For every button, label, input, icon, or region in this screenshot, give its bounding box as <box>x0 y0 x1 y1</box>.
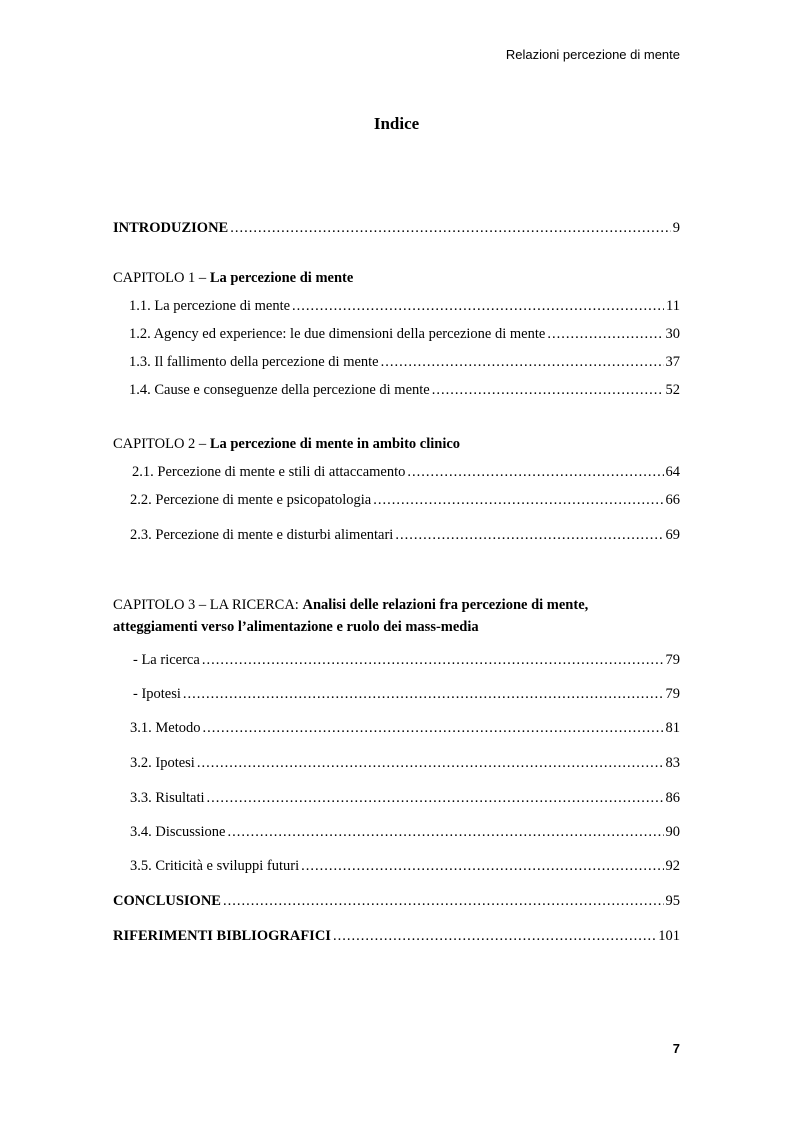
page-number: 7 <box>672 1041 680 1056</box>
dot-leader <box>183 685 664 703</box>
toc-entry-label: INTRODUZIONE <box>113 220 229 236</box>
toc-entry-page: 101 <box>658 928 680 944</box>
dot-leader <box>381 353 664 371</box>
dot-leader <box>197 754 664 772</box>
toc-entry-3-3[interactable] <box>130 789 680 807</box>
dot-leader <box>407 463 663 481</box>
toc-entry-page: 9 <box>672 220 680 236</box>
toc-entry-label: 3.4. Discussione <box>130 824 226 840</box>
chapter-2-heading <box>113 435 680 453</box>
toc-entry-3-1[interactable] <box>130 719 680 737</box>
chapter-1-heading <box>113 269 680 287</box>
toc-entry-label: 3.1. Metodo <box>130 720 201 736</box>
dot-leader <box>202 651 664 669</box>
toc-entry-2-2[interactable] <box>130 491 680 509</box>
toc-entry-label: CONCLUSIONE <box>113 893 221 909</box>
toc-entry-introduzione[interactable] <box>113 219 680 237</box>
toc-entry-label: 3.3. Risultati <box>130 790 205 806</box>
dot-leader <box>223 892 664 910</box>
dot-leader <box>202 719 663 737</box>
toc-entry-page: 86 <box>665 790 680 806</box>
toc-entry-label: 1.2. Agency ed experience: le due dimensioni della percezione di mente <box>129 326 546 342</box>
toc-entry-page: 69 <box>665 527 680 543</box>
toc-entry-page: 79 <box>665 686 680 702</box>
dot-leader <box>373 491 663 509</box>
dot-leader <box>292 297 664 315</box>
toc-entry-page: 64 <box>665 464 680 480</box>
chapter-3-heading <box>113 596 680 614</box>
running-header: Relazioni percezione di mente <box>505 47 680 62</box>
toc-entry-riferimenti[interactable] <box>113 927 680 945</box>
dot-leader <box>301 857 663 875</box>
page-title: Indice <box>373 114 420 133</box>
chapter-2-title: La percezione di mente in ambito clinico <box>209 436 461 452</box>
toc-entry-ipotesi[interactable] <box>133 685 680 703</box>
chapter-2-prefix: CAPITOLO 2 – <box>113 436 210 452</box>
toc-entry-page: 66 <box>665 492 680 508</box>
toc-entry-1-2[interactable] <box>129 325 680 343</box>
toc-entry-label: 2.3. Percezione di mente e disturbi alimentari <box>130 527 394 543</box>
toc-entry-page: 30 <box>665 326 680 342</box>
toc-entry-1-1[interactable] <box>129 297 680 315</box>
toc-entry-label: - La ricerca <box>133 652 200 668</box>
toc-entry-page: 52 <box>665 382 680 398</box>
toc-entry-label: 1.1. La percezione di mente <box>129 298 291 314</box>
toc-entry-page: 79 <box>665 652 680 668</box>
toc-entry-page: 11 <box>666 298 680 314</box>
toc-entry-page: 92 <box>665 858 680 874</box>
toc-entry-page: 81 <box>665 720 680 736</box>
chapter-3-title-line2: atteggiamenti verso l’alimentazione e ruolo dei mass-media <box>113 619 479 635</box>
toc-entry-label: RIFERIMENTI BIBLIOGRAFICI <box>113 928 331 944</box>
chapter-3-title-line1: Analisi delle relazioni fra percezione di mente, <box>302 597 589 613</box>
toc-entry-3-2[interactable] <box>130 754 680 772</box>
toc-entry-2-1[interactable] <box>132 463 680 481</box>
toc-entry-conclusione[interactable] <box>113 892 680 910</box>
toc-entry-page: 37 <box>665 354 680 370</box>
toc-entry-la-ricerca[interactable] <box>133 651 680 669</box>
toc-entry-3-5[interactable] <box>130 857 680 875</box>
toc-entry-1-3[interactable] <box>129 353 680 371</box>
toc-entry-label: 3.2. Ipotesi <box>130 755 195 771</box>
toc-entry-label: 3.5. Criticità e sviluppi futuri <box>130 858 300 874</box>
toc-entry-label: 2.1. Percezione di mente e stili di attaccamento <box>132 464 406 480</box>
chapter-1-prefix: CAPITOLO 1 – <box>113 270 210 286</box>
toc-entry-label: - Ipotesi <box>133 686 181 702</box>
dot-leader <box>432 381 664 399</box>
dot-leader <box>395 526 663 544</box>
dot-leader <box>227 823 663 841</box>
toc-entry-label: 1.3. Il fallimento della percezione di mente <box>129 354 379 370</box>
toc-entry-2-3[interactable] <box>130 526 680 544</box>
chapter-3-heading-line2 <box>113 618 680 636</box>
toc-entry-3-4[interactable] <box>130 823 680 841</box>
toc-entry-1-4[interactable] <box>129 381 680 399</box>
dot-leader <box>333 927 656 945</box>
toc-entry-page: 90 <box>665 824 680 840</box>
toc-entry-label: 1.4. Cause e conseguenze della percezione di mente <box>129 382 430 398</box>
chapter-1-title: La percezione di mente <box>209 270 354 286</box>
toc-entry-label: 2.2. Percezione di mente e psicopatologia <box>130 492 372 508</box>
dot-leader <box>207 789 664 807</box>
chapter-3-prefix: CAPITOLO 3 – LA RICERCA: <box>113 597 303 613</box>
dot-leader <box>230 219 671 237</box>
dot-leader <box>547 325 663 343</box>
toc-entry-page: 95 <box>665 893 680 909</box>
toc-entry-page: 83 <box>665 755 680 771</box>
